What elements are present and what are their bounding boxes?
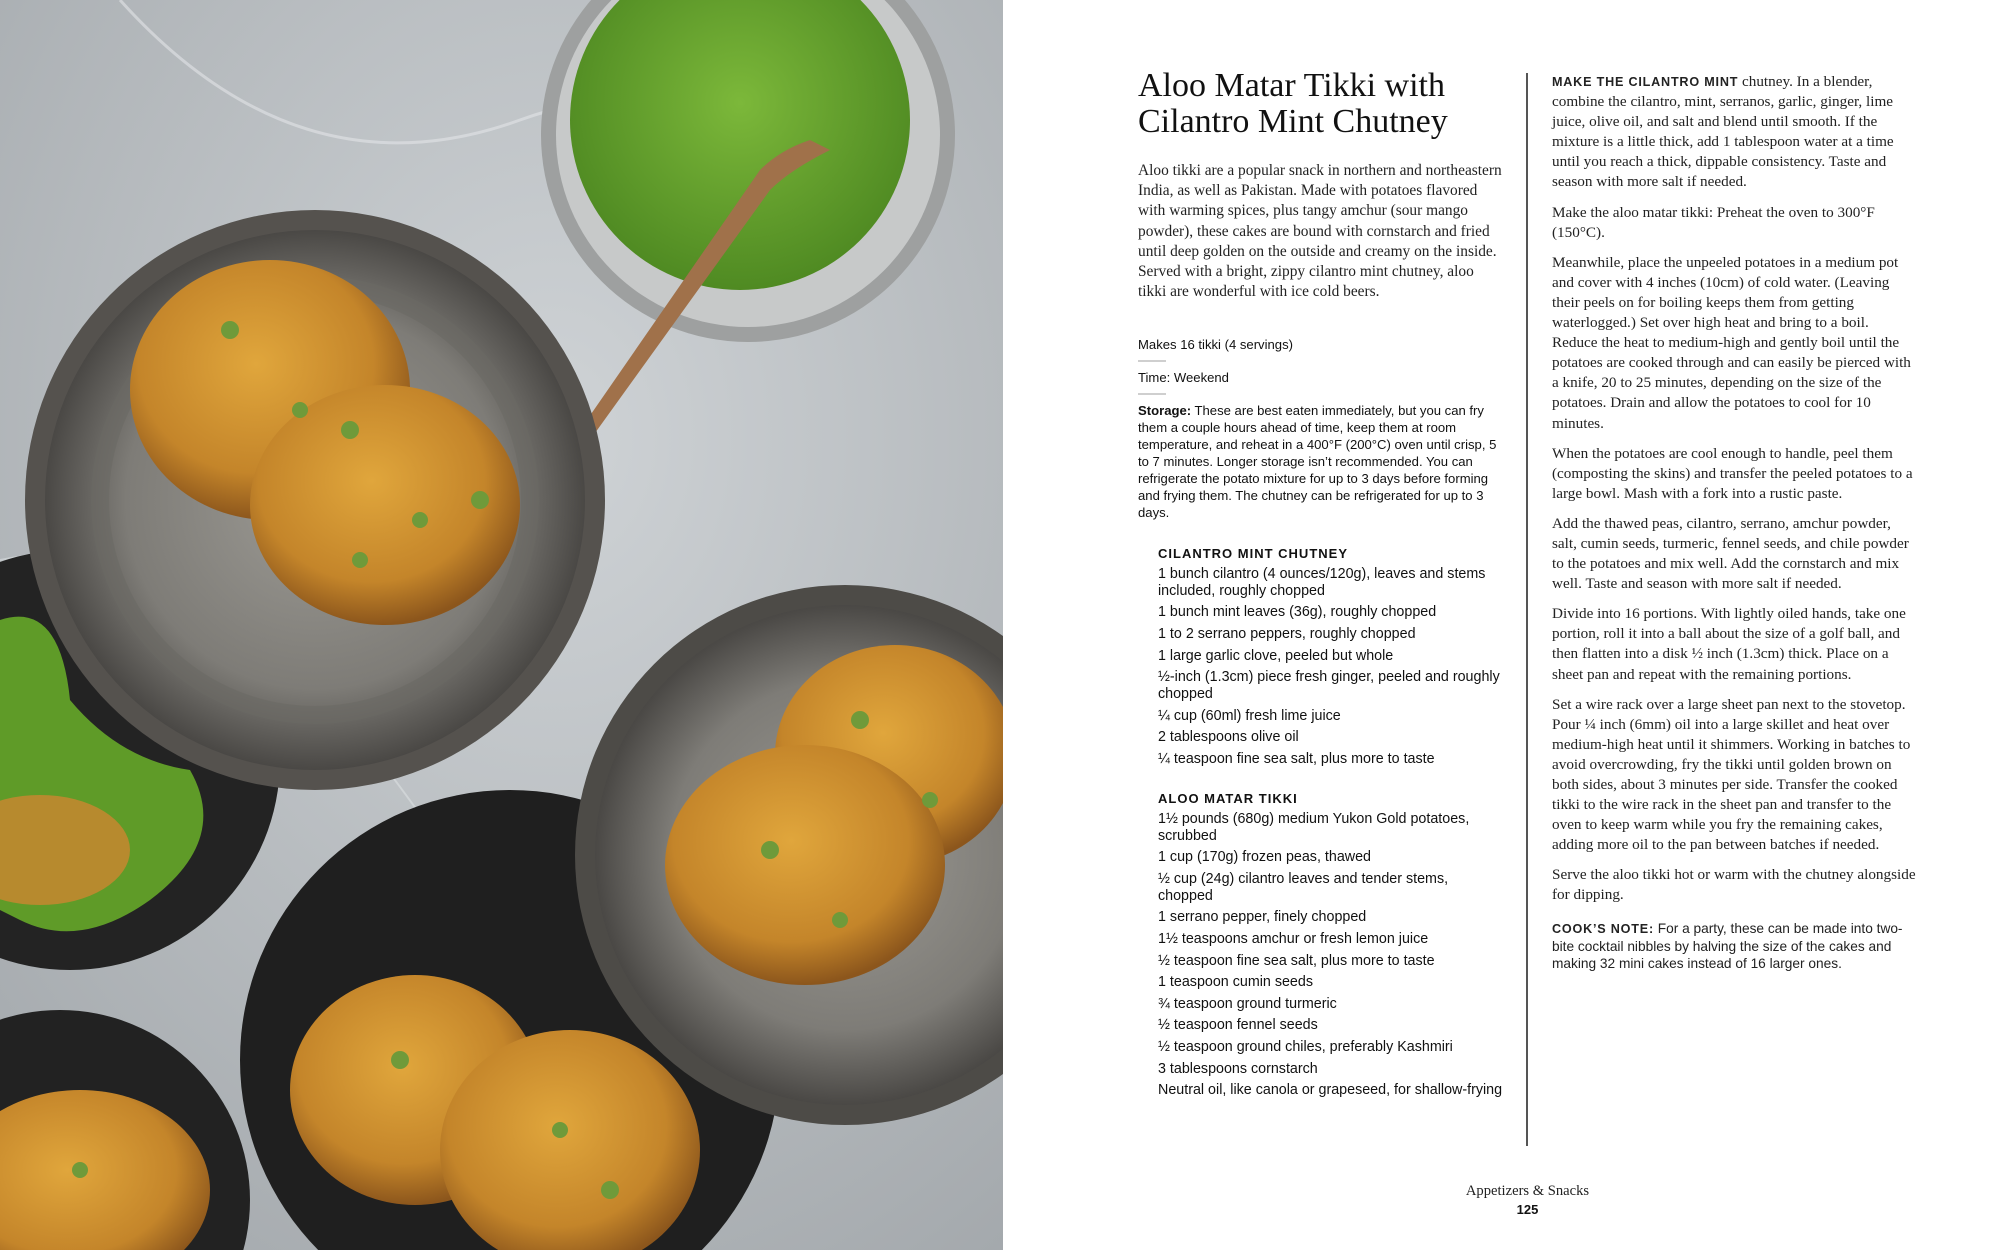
ingredient-item: 3 tablespoons cornstarch [1158, 1060, 1318, 1077]
step-1 [1552, 72, 1918, 193]
step-6: Divide into 16 portions. With lightly oiled hands, take one portion, roll it into a ball about the size of a golf ball, and then flatten into a disk ½ inch (1.3cm) thick. Place on a sheet pan and repeat with the remaining portions. [1552, 605, 1906, 683]
tikki-ingredients [1158, 791, 1503, 1104]
step-3: Meanwhile, place the unpeeled potatoes in a medium pot and cover with 4 inches (10cm) of cold water. (Leaving their peels on for boiling keeps them from getting waterlogged.) Set over high heat and bring to a boil. Reduce the heat to medium-high and gently boil until the potatoes are cooked through and can easily be pierced with a knife, 20 to 25 minutes, depending on the size of the potatoes. Drain and allow the potatoes to cool for 10 minutes. [1552, 253, 1911, 432]
step-5: Add the thawed peas, cilantro, serrano, amchur powder, salt, cumin seeds, turmeric, fennel seeds, and chile powder to the potatoes and mix well. Add the cornstarch and mix well. Taste and season with more salt if needed. [1552, 514, 1909, 593]
ingredient-item: 1 teaspoon cumin seeds [1158, 974, 1313, 991]
step-7: Set a wire rack over a large sheet pan next to the stovetop. Pour ¼ inch (6mm) oil into a large skillet and heat over medium-high heat until it shimmers. Working in batches to avoid overcrowding, fry the tikki until golden brown on both sides, about 3 minutes per side. Transfer the cooked tikki to the wire rack in the sheet pan and transfer to the oven to keep warm while you fry the remaining cakes, adding more oil to the pan between batches if needed. [1552, 695, 1911, 854]
tikki-heading: ALOO MATAR TIKKI [1158, 791, 1298, 806]
ingredient-item: ½ teaspoon fennel seeds [1158, 1017, 1318, 1034]
ingredient-item: 1 bunch mint leaves (36g), roughly chopped [1158, 604, 1437, 621]
method-steps [1552, 72, 1918, 982]
ingredient-item: ¼ cup (60ml) fresh lime juice [1158, 707, 1341, 724]
section-name: Appetizers & Snacks [1465, 1183, 1590, 1199]
storage-text: These are best eaten immediately, but you can fry them a couple hours ahead of time, keep them at room temperature, and reheat in a 400°F (200°C) oven until crisp, 5 to 7 minutes. Longer storage isn’t recommended. You can refrigerate the potato mixture for up to 3 days before forming and frying them. The chutney can be refrigerated for up to 3 days. [1138, 403, 1497, 520]
storage-label: Storage: [1138, 403, 1192, 418]
step-1-lead: MAKE THE CILANTRO MINT [1552, 75, 1739, 89]
cooks-note [1552, 920, 1918, 972]
page-number: 125 [1516, 1202, 1539, 1217]
cooks-note-text: For a party, these can be made into two-bite cocktail nibbles by halving the size of the cakes and making 32 mini cakes instead of 16 larger ones. [1552, 920, 1903, 971]
recipe-title-line-1: Aloo Matar Tikki with [1138, 67, 1445, 104]
ingredient-item: 2 tablespoons olive oil [1158, 729, 1299, 746]
recipe-intro: Aloo tikki are a popular snack in northern and northeastern India, as well as Pakistan. Made with potatoes flavored with warming spices, plus tangy amchur (sour mango powder), these cakes are bound with cornstarch and fried until deep golden on the outside and creamy on the inside. Served with a bright, zippy cilantro mint chutney, aloo tikki are wonderful with ice cold beers. [1138, 162, 1502, 301]
step-8: Serve the aloo tikki hot or warm with the chutney alongside for dipping. [1552, 866, 1916, 904]
ingredient-item: ½ cup (24g) cilantro leaves and tender stems, chopped [1158, 870, 1449, 904]
step-4: When the potatoes are cool enough to handle, peel them (composting the skins) and transfer the peeled potatoes to a large bowl. Mash with a fork into a rustic paste. [1552, 444, 1913, 502]
column-divider [1526, 73, 1528, 1146]
ingredient-item: 1 bunch cilantro (4 ounces/120g), leaves and stems included, roughly chopped [1158, 566, 1486, 599]
meta-divider [1138, 360, 1166, 362]
ingredient-item: 1 large garlic clove, peeled but whole [1158, 647, 1394, 664]
ingredient-item: 1½ pounds (680g) medium Yukon Gold potatoes, scrubbed [1158, 811, 1470, 844]
recipe-title [1138, 68, 1538, 140]
ingredient-item: ½-inch (1.3cm) piece fresh ginger, peeled and roughly chopped [1158, 669, 1500, 702]
ingredient-item: ½ teaspoon ground chiles, preferably Kashmiri [1158, 1038, 1453, 1055]
recipe-title-line-2: Cilantro Mint Chutney [1138, 103, 1448, 140]
ingredient-item: 1 to 2 serrano peppers, roughly chopped [1158, 625, 1416, 642]
page-footer [1420, 1182, 1635, 1218]
ingredient-item: ¼ teaspoon fine sea salt, plus more to taste [1158, 750, 1435, 767]
meta-divider [1138, 393, 1166, 395]
cooks-note-label: COOK’S NOTE: [1552, 921, 1654, 936]
chutney-ingredients [1158, 546, 1503, 772]
recipe-yield: Makes 16 tikki (4 servings) [1138, 337, 1293, 352]
step-2: Make the aloo matar tikki: Preheat the oven to 300°F (150°C). [1552, 203, 1875, 241]
ingredient-item: 1½ teaspoons amchur or fresh lemon juice [1158, 930, 1429, 947]
ingredient-item: 1 serrano pepper, finely chopped [1158, 909, 1367, 926]
chutney-heading: CILANTRO MINT CHUTNEY [1158, 546, 1348, 561]
recipe-time: Time: Weekend [1138, 370, 1229, 385]
ingredient-item: ½ teaspoon fine sea salt, plus more to taste [1158, 952, 1435, 969]
ingredient-item: 1 cup (170g) frozen peas, thawed [1158, 849, 1372, 866]
recipe-storage [1138, 402, 1500, 521]
ingredient-item: Neutral oil, like canola or grapeseed, for shallow-frying [1158, 1082, 1503, 1099]
step-1-text: chutney. In a blender, combine the cilantro, mint, serranos, garlic, ginger, lime juice, olive oil, and salt and blend until smooth. If the mixture is a little thick, add 1 tablespoon water at a time until you reach a thick, dippable consistency. Taste and season with more salt if needed. [1552, 73, 1894, 191]
ingredient-item: ¾ teaspoon ground turmeric [1158, 995, 1337, 1012]
